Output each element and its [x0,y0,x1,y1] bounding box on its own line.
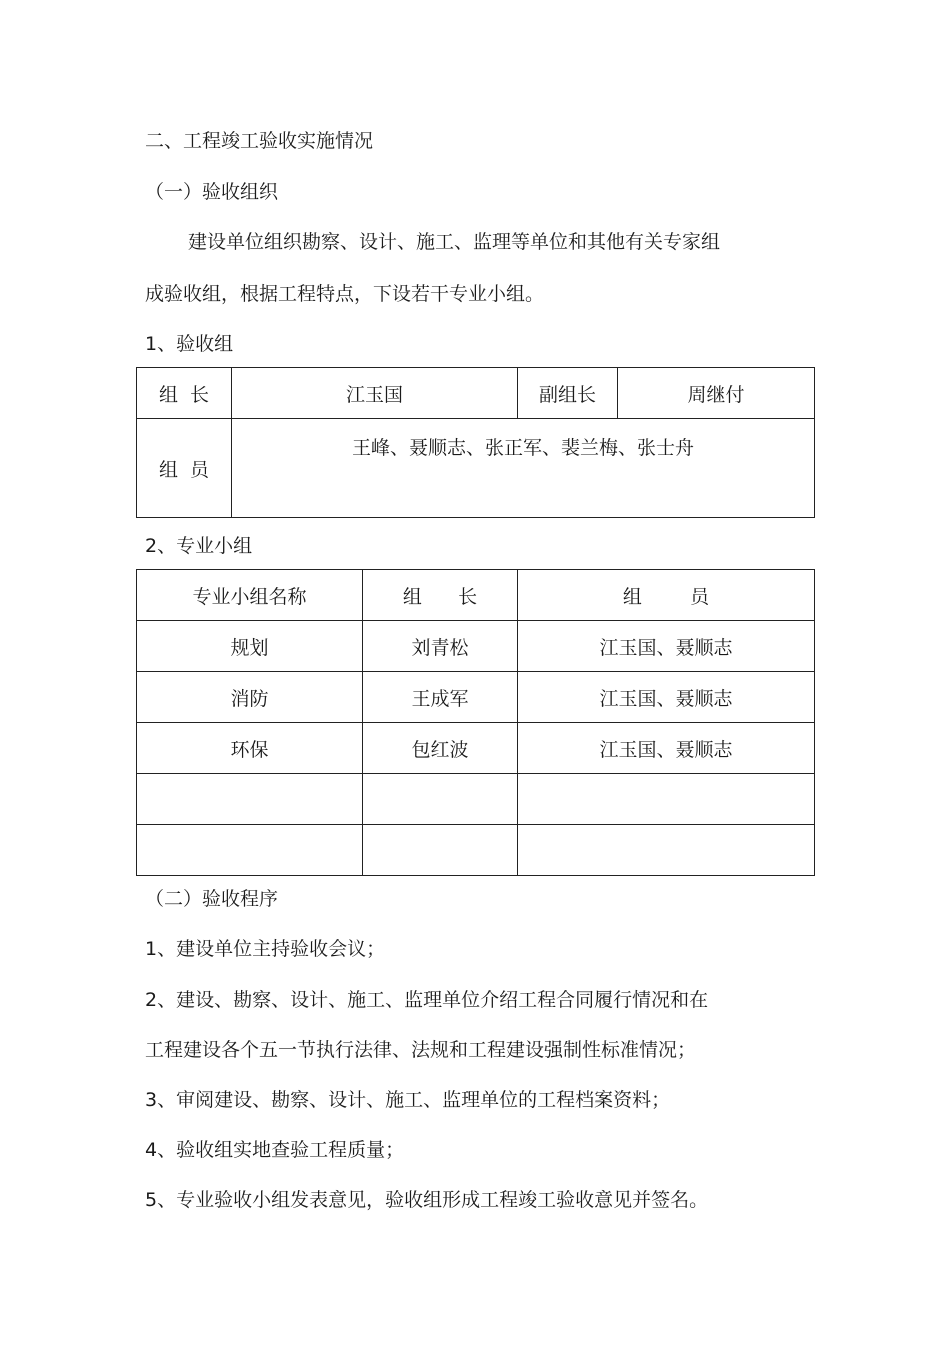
procedure-item-2-continued: 工程建设各个五一节执行法律、法规和工程建设强制性标准情况； [145,1039,697,1061]
table-row [137,723,815,774]
intro-line-2: 成验收组，根据工程特点，下设若干专业小组。 [145,283,545,305]
table-row [137,672,815,723]
specialty-heading: 2、专业小组 [145,535,253,557]
table-row [137,825,815,876]
cell-leader: 包红波 [363,723,518,774]
procedure-item-1: 1、建设单位主持验收会议； [145,938,386,960]
cell-leader [363,825,518,876]
cell-group-name [137,825,363,876]
procedure-item-5: 5、专业验收小组发表意见，验收组形成工程竣工验收意见并签名。 [145,1189,709,1211]
header-group-name: 专业小组名称 [137,570,363,621]
leader-label: 组 长 [137,368,232,419]
procedure-item-4: 4、验收组实地查验工程质量； [145,1139,405,1161]
acceptance-group-table [136,367,815,518]
table-row [137,774,815,825]
procedure-item-2: 2、建设、勘察、设计、施工、监理单位介绍工程合同履行情况和在 [145,989,709,1011]
cell-group-name: 消防 [137,672,363,723]
cell-members: 江玉国、聂顺志 [518,672,815,723]
members-label: 组 员 [137,419,232,518]
deputy-label: 副组长 [518,368,618,419]
cell-leader [363,774,518,825]
group-heading: 1、验收组 [145,333,234,355]
subsection-title-organization: （一）验收组织 [145,181,279,203]
table-row [137,419,815,518]
cell-group-name: 环保 [137,723,363,774]
table-row [137,368,815,419]
leader-name: 江玉国 [232,368,518,419]
cell-group-name [137,774,363,825]
cell-members [518,825,815,876]
cell-members: 江玉国、聂顺志 [518,621,815,672]
table-row [137,621,815,672]
cell-members [518,774,815,825]
header-members: 组 员 [518,570,815,621]
section-title: 二、工程竣工验收实施情况 [145,130,374,152]
intro-line-1: 建设单位组织勘察、设计、施工、监理等单位和其他有关专家组 [188,231,721,253]
table-header-row [137,570,815,621]
cell-group-name: 规划 [137,621,363,672]
cell-leader: 刘青松 [363,621,518,672]
header-leader: 组 长 [363,570,518,621]
specialty-group-table [136,569,815,876]
cell-members: 江玉国、聂顺志 [518,723,815,774]
procedure-item-3: 3、审阅建设、勘察、设计、施工、监理单位的工程档案资料； [145,1089,671,1111]
subsection-title-procedure: （二）验收程序 [145,888,279,910]
cell-leader: 王成军 [363,672,518,723]
deputy-name: 周继付 [618,368,815,419]
members-names: 王峰、聂顺志、张正军、裴兰梅、张士舟 [232,419,815,518]
